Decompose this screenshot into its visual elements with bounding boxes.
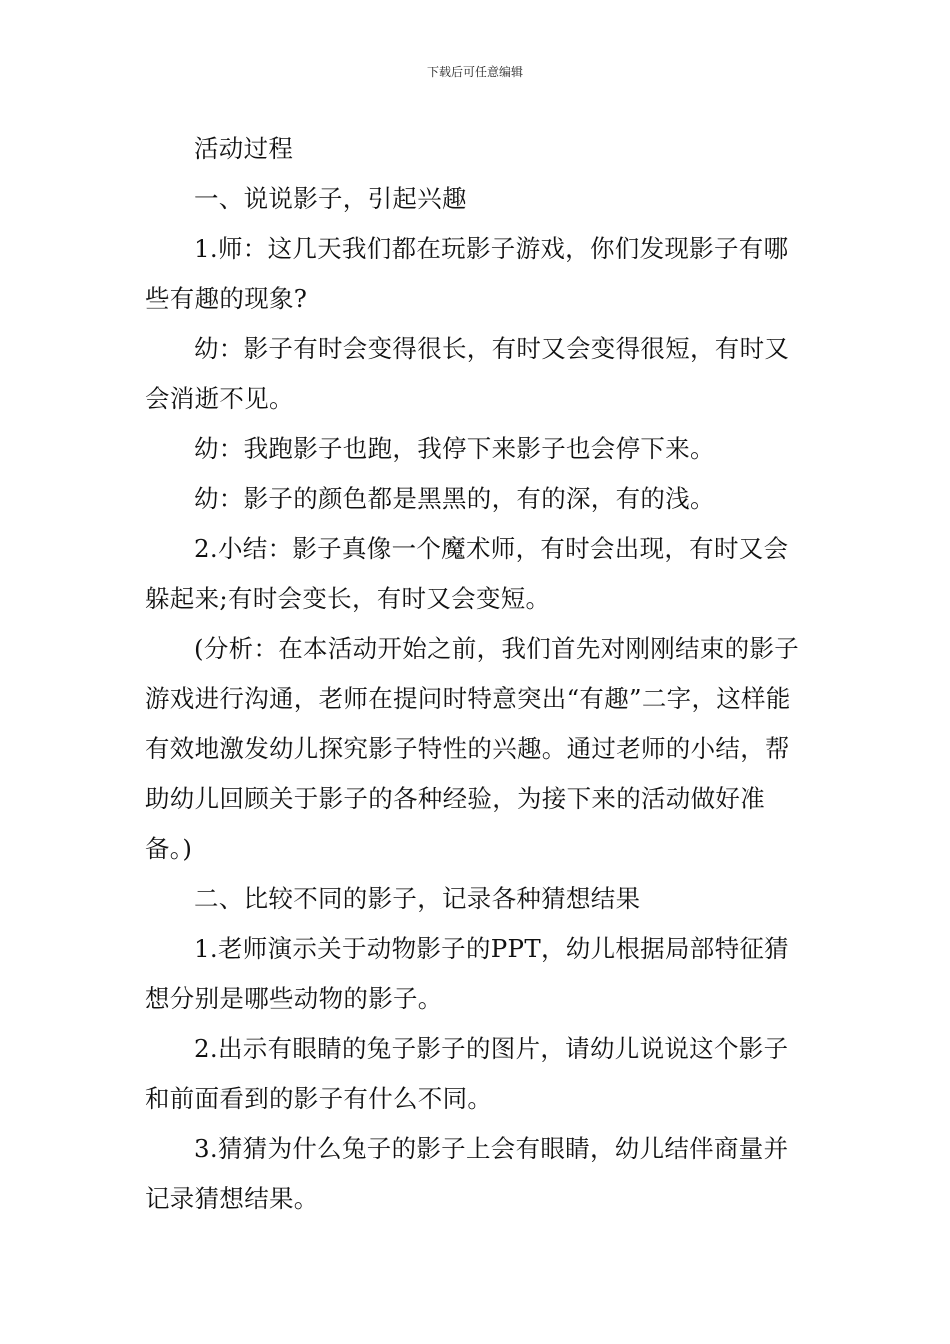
paragraph: 幼：我跑影子也跑，我停下来影子也会停下来。 — [194, 434, 715, 463]
section-heading-2: 二、比较不同的影子，记录各种猜想结果 — [194, 884, 641, 913]
paragraph: 2.出示有眼睛的兔子影子的图片，请幼儿说说这个影子和前面看到的影子有什么不同。 — [145, 1034, 789, 1113]
section-title: 活动过程 — [194, 134, 294, 163]
paragraph: 1.老师演示关于动物影子的PPT，幼儿根据局部特征猜想分别是哪些动物的影子。 — [145, 934, 789, 1013]
analysis-paragraph: (分析：在本活动开始之前，我们首先对刚刚结束的影子游戏进行沟通，老师在提问时特意突出“有趣”二字，这样能有效地激发幼儿探究影子特性的兴趣。通过老师的小结，帮助幼儿回顾关于影子的各种经验，为接下来的活动做好准备。) — [145, 634, 800, 863]
paragraph: 幼：影子有时会变得很长，有时又会变得很短，有时又会消逝不见。 — [145, 334, 790, 413]
paragraph: 幼：影子的颜色都是黑黑的，有的深，有的浅。 — [194, 484, 715, 513]
document-body — [145, 124, 810, 1224]
paragraph: 2.小结：影子真像一个魔术师，有时会出现，有时又会躲起来;有时会变长，有时又会变短。 — [145, 534, 789, 613]
paragraph: 3.猜猜为什么兔子的影子上会有眼睛，幼儿结伴商量并记录猜想结果。 — [145, 1134, 789, 1213]
paragraph: 1.师：这几天我们都在玩影子游戏，你们发现影子有哪些有趣的现象? — [145, 234, 789, 313]
section-heading-1: 一、说说影子，引起兴趣 — [194, 184, 467, 213]
page-header: 下载后可任意编辑 — [426, 65, 523, 79]
